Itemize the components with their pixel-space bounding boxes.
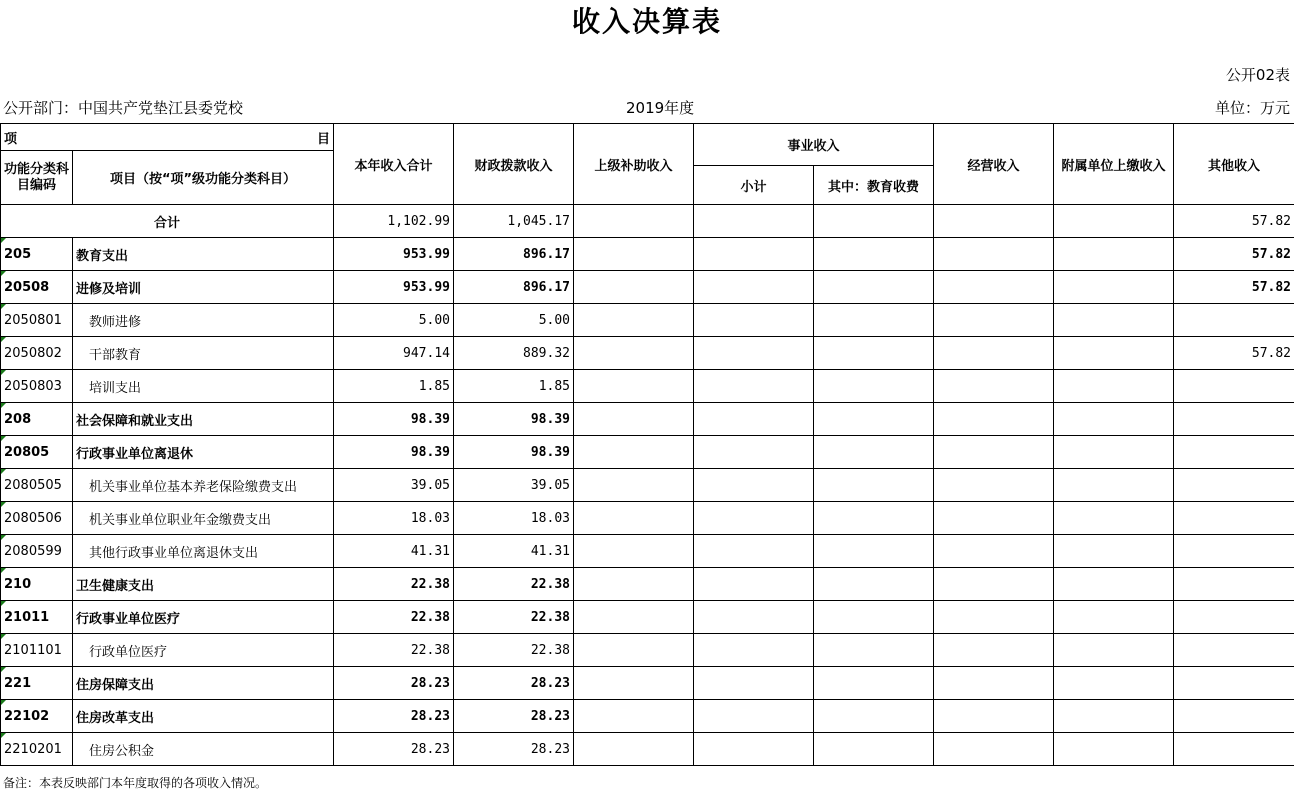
row-code: 2050803 xyxy=(1,370,73,403)
row-fiscal: 22.38 xyxy=(454,568,574,601)
header-item: 项目（按“项”级功能分类科目） xyxy=(73,151,334,205)
row-edu-fee xyxy=(814,502,934,535)
row-code: 2080599 xyxy=(1,535,73,568)
row-subtotal xyxy=(694,667,814,700)
row-code: 2080506 xyxy=(1,502,73,535)
row-code: 2080505 xyxy=(1,469,73,502)
row-fiscal: 5.00 xyxy=(454,304,574,337)
row-affiliated xyxy=(1054,469,1174,502)
table-row xyxy=(1,634,1294,667)
table-row xyxy=(1,337,1294,370)
row-other xyxy=(1174,304,1294,337)
total-row xyxy=(1,205,1294,238)
row-subtotal xyxy=(694,403,814,436)
row-fiscal: 1.85 xyxy=(454,370,574,403)
row-code: 2210201 xyxy=(1,733,73,766)
row-total: 22.38 xyxy=(334,634,454,667)
row-operating xyxy=(934,370,1054,403)
row-code: 20508 xyxy=(1,271,73,304)
table-row xyxy=(1,535,1294,568)
row-other xyxy=(1174,601,1294,634)
row-name: 行政单位医疗 xyxy=(73,634,334,667)
row-name: 行政事业单位离退休 xyxy=(73,436,334,469)
row-affiliated xyxy=(1054,304,1174,337)
header-operating: 经营收入 xyxy=(934,124,1054,205)
row-code: 20805 xyxy=(1,436,73,469)
row-other xyxy=(1174,634,1294,667)
row-other xyxy=(1174,370,1294,403)
row-superior xyxy=(574,733,694,766)
row-affiliated xyxy=(1054,502,1174,535)
row-subtotal xyxy=(694,535,814,568)
row-fiscal: 28.23 xyxy=(454,667,574,700)
page-title: 收入决算表 xyxy=(571,5,722,38)
total-total: 1,102.99 xyxy=(334,205,454,238)
row-subtotal xyxy=(694,634,814,667)
row-total: 5.00 xyxy=(334,304,454,337)
row-affiliated xyxy=(1054,568,1174,601)
row-total: 22.38 xyxy=(334,568,454,601)
row-affiliated xyxy=(1054,271,1174,304)
header-edu-fee: 其中：教育收费 xyxy=(814,166,934,205)
row-edu-fee xyxy=(814,337,934,370)
row-name: 行政事业单位医疗 xyxy=(73,601,334,634)
row-subtotal xyxy=(694,733,814,766)
row-affiliated xyxy=(1054,238,1174,271)
department-label: 公开部门：中国共产党垫江县委党校 xyxy=(3,99,244,117)
row-operating xyxy=(934,403,1054,436)
table-row xyxy=(1,733,1294,766)
row-affiliated xyxy=(1054,667,1174,700)
row-fiscal: 18.03 xyxy=(454,502,574,535)
row-fiscal: 28.23 xyxy=(454,733,574,766)
row-other xyxy=(1174,535,1294,568)
total-edu-fee xyxy=(814,205,934,238)
row-code: 21011 xyxy=(1,601,73,634)
row-fiscal: 98.39 xyxy=(454,436,574,469)
row-edu-fee xyxy=(814,469,934,502)
row-total: 28.23 xyxy=(334,733,454,766)
meta-row xyxy=(0,97,1294,119)
row-affiliated xyxy=(1054,634,1174,667)
row-fiscal: 41.31 xyxy=(454,535,574,568)
year-label: 2019年度 xyxy=(626,99,695,117)
header-fiscal: 财政拨款收入 xyxy=(454,124,574,205)
row-total: 22.38 xyxy=(334,601,454,634)
row-edu-fee xyxy=(814,238,934,271)
header-xiang-mu xyxy=(1,124,334,151)
table-row xyxy=(1,304,1294,337)
header-xiang: 项 xyxy=(4,131,18,147)
row-superior xyxy=(574,370,694,403)
row-name: 干部教育 xyxy=(73,337,334,370)
row-affiliated xyxy=(1054,337,1174,370)
row-superior xyxy=(574,469,694,502)
table-row xyxy=(1,601,1294,634)
row-operating xyxy=(934,469,1054,502)
row-operating xyxy=(934,304,1054,337)
row-superior xyxy=(574,700,694,733)
table-row xyxy=(1,667,1294,700)
row-edu-fee xyxy=(814,304,934,337)
row-fiscal: 28.23 xyxy=(454,700,574,733)
row-code: 2050801 xyxy=(1,304,73,337)
row-affiliated xyxy=(1054,436,1174,469)
row-edu-fee xyxy=(814,733,934,766)
row-other: 57.82 xyxy=(1174,271,1294,304)
row-other xyxy=(1174,403,1294,436)
row-subtotal xyxy=(694,700,814,733)
row-name: 卫生健康支出 xyxy=(73,568,334,601)
table-row xyxy=(1,370,1294,403)
row-fiscal: 22.38 xyxy=(454,634,574,667)
row-operating xyxy=(934,337,1054,370)
row-name: 机关事业单位职业年金缴费支出 xyxy=(73,502,334,535)
header-business: 事业收入 xyxy=(694,124,934,166)
row-total: 18.03 xyxy=(334,502,454,535)
row-operating xyxy=(934,700,1054,733)
table-row xyxy=(1,502,1294,535)
row-affiliated xyxy=(1054,403,1174,436)
row-name: 住房改革支出 xyxy=(73,700,334,733)
table-row xyxy=(1,568,1294,601)
row-operating xyxy=(934,535,1054,568)
row-operating xyxy=(934,733,1054,766)
row-other xyxy=(1174,667,1294,700)
row-other xyxy=(1174,568,1294,601)
row-operating xyxy=(934,271,1054,304)
table-row xyxy=(1,700,1294,733)
row-subtotal xyxy=(694,469,814,502)
row-total: 28.23 xyxy=(334,700,454,733)
row-edu-fee xyxy=(814,436,934,469)
row-operating xyxy=(934,568,1054,601)
row-subtotal xyxy=(694,601,814,634)
row-total: 41.31 xyxy=(334,535,454,568)
row-other xyxy=(1174,502,1294,535)
row-subtotal xyxy=(694,304,814,337)
row-name: 其他行政事业单位离退休支出 xyxy=(73,535,334,568)
row-affiliated xyxy=(1054,601,1174,634)
row-affiliated xyxy=(1054,535,1174,568)
row-operating xyxy=(934,238,1054,271)
row-operating xyxy=(934,601,1054,634)
header-subtotal: 小计 xyxy=(694,166,814,205)
row-edu-fee xyxy=(814,271,934,304)
total-subtotal xyxy=(694,205,814,238)
row-subtotal xyxy=(694,238,814,271)
row-total: 953.99 xyxy=(334,238,454,271)
row-affiliated xyxy=(1054,700,1174,733)
row-code: 205 xyxy=(1,238,73,271)
row-operating xyxy=(934,502,1054,535)
row-code: 208 xyxy=(1,403,73,436)
row-total: 28.23 xyxy=(334,667,454,700)
row-other xyxy=(1174,733,1294,766)
row-code: 2050802 xyxy=(1,337,73,370)
row-code: 210 xyxy=(1,568,73,601)
header-superior: 上级补助收入 xyxy=(574,124,694,205)
form-number: 公开02表 xyxy=(1225,66,1290,84)
total-superior xyxy=(574,205,694,238)
row-total: 39.05 xyxy=(334,469,454,502)
row-edu-fee xyxy=(814,568,934,601)
header-other: 其他收入 xyxy=(1174,124,1294,205)
header-affiliated: 附属单位上缴收入 xyxy=(1054,124,1174,205)
row-affiliated xyxy=(1054,733,1174,766)
row-fiscal: 22.38 xyxy=(454,601,574,634)
row-edu-fee xyxy=(814,667,934,700)
row-affiliated xyxy=(1054,370,1174,403)
row-edu-fee xyxy=(814,634,934,667)
row-name: 社会保障和就业支出 xyxy=(73,403,334,436)
row-total: 98.39 xyxy=(334,436,454,469)
row-superior xyxy=(574,403,694,436)
income-table xyxy=(0,123,1294,766)
row-superior xyxy=(574,238,694,271)
row-superior xyxy=(574,667,694,700)
row-name: 住房保障支出 xyxy=(73,667,334,700)
row-total: 1.85 xyxy=(334,370,454,403)
row-fiscal: 896.17 xyxy=(454,271,574,304)
row-superior xyxy=(574,304,694,337)
row-subtotal xyxy=(694,271,814,304)
row-code: 2101101 xyxy=(1,634,73,667)
total-label: 合计 xyxy=(1,205,334,238)
total-affiliated xyxy=(1054,205,1174,238)
row-name: 培训支出 xyxy=(73,370,334,403)
row-superior xyxy=(574,337,694,370)
row-edu-fee xyxy=(814,700,934,733)
row-other xyxy=(1174,700,1294,733)
row-fiscal: 39.05 xyxy=(454,469,574,502)
row-fiscal: 896.17 xyxy=(454,238,574,271)
row-subtotal xyxy=(694,370,814,403)
row-total: 98.39 xyxy=(334,403,454,436)
row-other: 57.82 xyxy=(1174,337,1294,370)
row-superior xyxy=(574,436,694,469)
row-subtotal xyxy=(694,502,814,535)
row-operating xyxy=(934,667,1054,700)
row-name: 机关事业单位基本养老保险缴费支出 xyxy=(73,469,334,502)
total-operating xyxy=(934,205,1054,238)
row-edu-fee xyxy=(814,601,934,634)
row-edu-fee xyxy=(814,535,934,568)
table-row xyxy=(1,238,1294,271)
total-other: 57.82 xyxy=(1174,205,1294,238)
row-other: 57.82 xyxy=(1174,238,1294,271)
row-superior xyxy=(574,601,694,634)
header-code: 功能分类科目编码 xyxy=(1,151,73,205)
row-superior xyxy=(574,634,694,667)
row-superior xyxy=(574,271,694,304)
row-subtotal xyxy=(694,436,814,469)
footnote: 备注：本表反映部门本年度取得的各项收入情况。 xyxy=(3,776,268,790)
row-operating xyxy=(934,436,1054,469)
row-name: 进修及培训 xyxy=(73,271,334,304)
total-fiscal: 1,045.17 xyxy=(454,205,574,238)
header-total: 本年收入合计 xyxy=(334,124,454,205)
table-row xyxy=(1,436,1294,469)
table-row xyxy=(1,271,1294,304)
row-edu-fee xyxy=(814,403,934,436)
table-row xyxy=(1,469,1294,502)
row-name: 住房公积金 xyxy=(73,733,334,766)
row-code: 22102 xyxy=(1,700,73,733)
header-mu: 目 xyxy=(316,131,330,147)
row-superior xyxy=(574,535,694,568)
table-row xyxy=(1,403,1294,436)
row-other xyxy=(1174,436,1294,469)
row-total: 947.14 xyxy=(334,337,454,370)
row-name: 教育支出 xyxy=(73,238,334,271)
row-fiscal: 889.32 xyxy=(454,337,574,370)
row-other xyxy=(1174,469,1294,502)
unit-label: 单位：万元 xyxy=(1214,99,1290,117)
row-operating xyxy=(934,634,1054,667)
row-subtotal xyxy=(694,337,814,370)
row-subtotal xyxy=(694,568,814,601)
row-edu-fee xyxy=(814,370,934,403)
row-superior xyxy=(574,568,694,601)
row-superior xyxy=(574,502,694,535)
row-fiscal: 98.39 xyxy=(454,403,574,436)
row-name: 教师进修 xyxy=(73,304,334,337)
row-total: 953.99 xyxy=(334,271,454,304)
row-code: 221 xyxy=(1,667,73,700)
